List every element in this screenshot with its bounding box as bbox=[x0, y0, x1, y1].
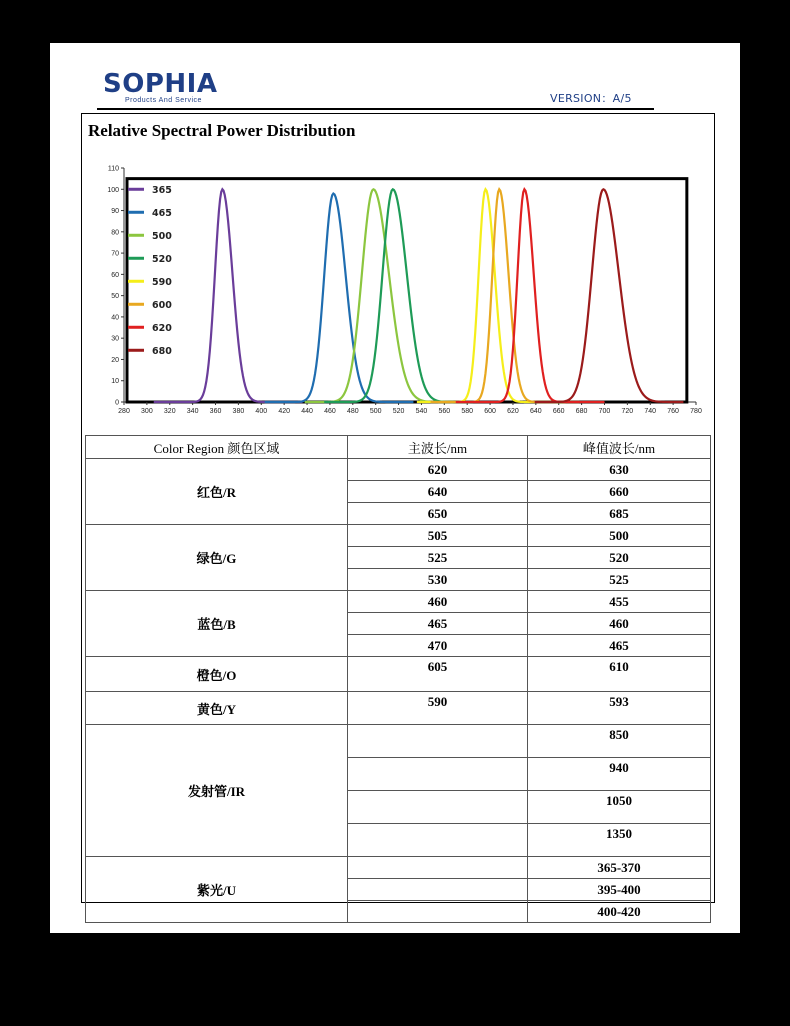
header-dominant-wavelength: 主波长/nm bbox=[348, 436, 528, 459]
x-tick-label: 320 bbox=[163, 408, 176, 415]
peak-wavelength-cell: 630 bbox=[528, 459, 711, 481]
x-tick-label: 380 bbox=[232, 408, 245, 415]
x-tick-label: 300 bbox=[141, 408, 153, 415]
peak-wavelength-cell: 460 bbox=[528, 613, 711, 635]
dominant-wavelength-cell bbox=[348, 901, 528, 923]
peak-wavelength-cell: 400-420 bbox=[528, 901, 711, 923]
y-tick-label: 10 bbox=[111, 378, 119, 386]
logo-tagline: Products And Service bbox=[125, 97, 202, 104]
spectral-chart bbox=[88, 159, 708, 421]
header-divider bbox=[97, 108, 654, 110]
dominant-wavelength-cell: 470 bbox=[348, 635, 528, 657]
peak-wavelength-cell: 525 bbox=[528, 569, 711, 591]
peak-wavelength-cell: 610 bbox=[528, 657, 711, 692]
x-tick-label: 640 bbox=[529, 408, 542, 415]
x-tick-label: 620 bbox=[507, 408, 519, 415]
y-tick-label: 100 bbox=[107, 186, 119, 194]
legend-label-465: 465 bbox=[152, 207, 172, 219]
x-tick-label: 420 bbox=[278, 408, 291, 415]
dominant-wavelength-cell bbox=[348, 758, 528, 791]
peak-wavelength-cell: 520 bbox=[528, 547, 711, 569]
y-tick-label: 50 bbox=[111, 293, 119, 301]
peak-wavelength-cell: 593 bbox=[528, 692, 711, 725]
table-row bbox=[86, 857, 711, 879]
table-row bbox=[86, 725, 711, 758]
table-row bbox=[86, 525, 711, 547]
x-tick-label: 600 bbox=[484, 408, 496, 415]
legend-label-620: 620 bbox=[152, 322, 172, 334]
x-tick-label: 580 bbox=[461, 408, 474, 415]
legend-label-520: 520 bbox=[152, 253, 172, 265]
dominant-wavelength-cell: 460 bbox=[348, 591, 528, 613]
x-tick-label: 280 bbox=[118, 408, 130, 415]
table-row bbox=[86, 692, 711, 725]
dominant-wavelength-cell bbox=[348, 791, 528, 824]
x-tick-label: 520 bbox=[392, 408, 405, 415]
legend-label-680: 680 bbox=[152, 345, 172, 357]
dominant-wavelength-cell: 605 bbox=[348, 657, 528, 692]
header-color-region: Color Region 颜色区域 bbox=[86, 436, 348, 459]
x-tick-label: 680 bbox=[575, 408, 588, 415]
peak-wavelength-cell: 1350 bbox=[528, 824, 711, 857]
x-tick-label: 700 bbox=[598, 408, 611, 415]
dominant-wavelength-cell bbox=[348, 824, 528, 857]
region-cell: 红色/R bbox=[86, 459, 348, 525]
legend-label-500: 500 bbox=[152, 230, 172, 242]
region-cell: 蓝色/B bbox=[86, 591, 348, 657]
section-title: Relative Spectral Power Distribution bbox=[88, 121, 356, 140]
dominant-wavelength-cell bbox=[348, 857, 528, 879]
y-tick-label: 20 bbox=[111, 356, 119, 364]
header-peak-wavelength: 峰值波长/nm bbox=[528, 436, 711, 459]
plot-frame bbox=[127, 179, 687, 402]
y-tick-label: 40 bbox=[111, 314, 119, 322]
sophia-logo bbox=[103, 69, 221, 107]
document-page bbox=[50, 43, 740, 933]
region-cell: 绿色/G bbox=[86, 525, 348, 591]
x-tick-label: 460 bbox=[324, 408, 336, 415]
dominant-wavelength-cell: 650 bbox=[348, 503, 528, 525]
x-tick-label: 360 bbox=[209, 408, 222, 415]
legend-label-365: 365 bbox=[152, 184, 172, 196]
region-cell: 发射管/IR bbox=[86, 725, 348, 857]
region-cell: 紫光/U bbox=[86, 857, 348, 923]
series-line-500 bbox=[305, 189, 454, 402]
peak-wavelength-cell: 850 bbox=[528, 725, 711, 758]
y-tick-label: 80 bbox=[111, 229, 119, 237]
peak-wavelength-cell: 660 bbox=[528, 481, 711, 503]
peak-wavelength-cell: 365-370 bbox=[528, 857, 711, 879]
y-tick-label: 70 bbox=[111, 250, 119, 258]
dominant-wavelength-cell: 620 bbox=[348, 459, 528, 481]
x-tick-label: 480 bbox=[346, 408, 359, 415]
x-tick-label: 560 bbox=[438, 408, 451, 415]
dominant-wavelength-cell bbox=[348, 725, 528, 758]
x-tick-label: 760 bbox=[667, 408, 679, 415]
peak-wavelength-cell: 500 bbox=[528, 525, 711, 547]
dominant-wavelength-cell: 465 bbox=[348, 613, 528, 635]
wavelength-table bbox=[85, 435, 711, 923]
x-tick-label: 720 bbox=[621, 408, 634, 415]
x-tick-label: 780 bbox=[690, 408, 702, 415]
x-tick-label: 500 bbox=[369, 408, 382, 415]
y-tick-label: 0 bbox=[115, 399, 119, 407]
logo-wordmark: SOPHIA bbox=[103, 69, 218, 99]
dominant-wavelength-cell: 505 bbox=[348, 525, 528, 547]
dominant-wavelength-cell: 530 bbox=[348, 569, 528, 591]
dominant-wavelength-cell: 590 bbox=[348, 692, 528, 725]
y-tick-label: 90 bbox=[111, 208, 119, 216]
peak-wavelength-cell: 395-400 bbox=[528, 879, 711, 901]
dominant-wavelength-cell: 640 bbox=[348, 481, 528, 503]
table-row bbox=[86, 591, 711, 613]
y-tick-label: 110 bbox=[107, 165, 119, 173]
peak-wavelength-cell: 465 bbox=[528, 635, 711, 657]
legend-label-600: 600 bbox=[152, 299, 172, 311]
region-cell: 黄色/Y bbox=[86, 692, 348, 725]
y-tick-label: 30 bbox=[111, 335, 119, 343]
x-tick-label: 440 bbox=[301, 408, 313, 415]
series-line-365 bbox=[154, 189, 303, 402]
peak-wavelength-cell: 1050 bbox=[528, 791, 711, 824]
x-tick-label: 740 bbox=[644, 408, 657, 415]
legend-label-590: 590 bbox=[152, 276, 172, 288]
peak-wavelength-cell: 455 bbox=[528, 591, 711, 613]
series-line-600 bbox=[431, 189, 580, 402]
table-header-row bbox=[86, 436, 711, 459]
y-tick-label: 60 bbox=[111, 271, 119, 279]
table-row bbox=[86, 459, 711, 481]
x-tick-label: 660 bbox=[552, 408, 565, 415]
dominant-wavelength-cell: 525 bbox=[348, 547, 528, 569]
dominant-wavelength-cell bbox=[348, 879, 528, 901]
peak-wavelength-cell: 685 bbox=[528, 503, 711, 525]
x-tick-label: 340 bbox=[186, 408, 199, 415]
series-line-680 bbox=[535, 189, 684, 402]
version-label: VERSION：A/5 bbox=[550, 92, 632, 105]
region-cell: 橙色/O bbox=[86, 657, 348, 692]
x-tick-label: 400 bbox=[255, 408, 268, 415]
peak-wavelength-cell: 940 bbox=[528, 758, 711, 791]
x-tick-label: 540 bbox=[415, 408, 428, 415]
series-line-520 bbox=[324, 189, 473, 402]
table-row bbox=[86, 657, 711, 692]
